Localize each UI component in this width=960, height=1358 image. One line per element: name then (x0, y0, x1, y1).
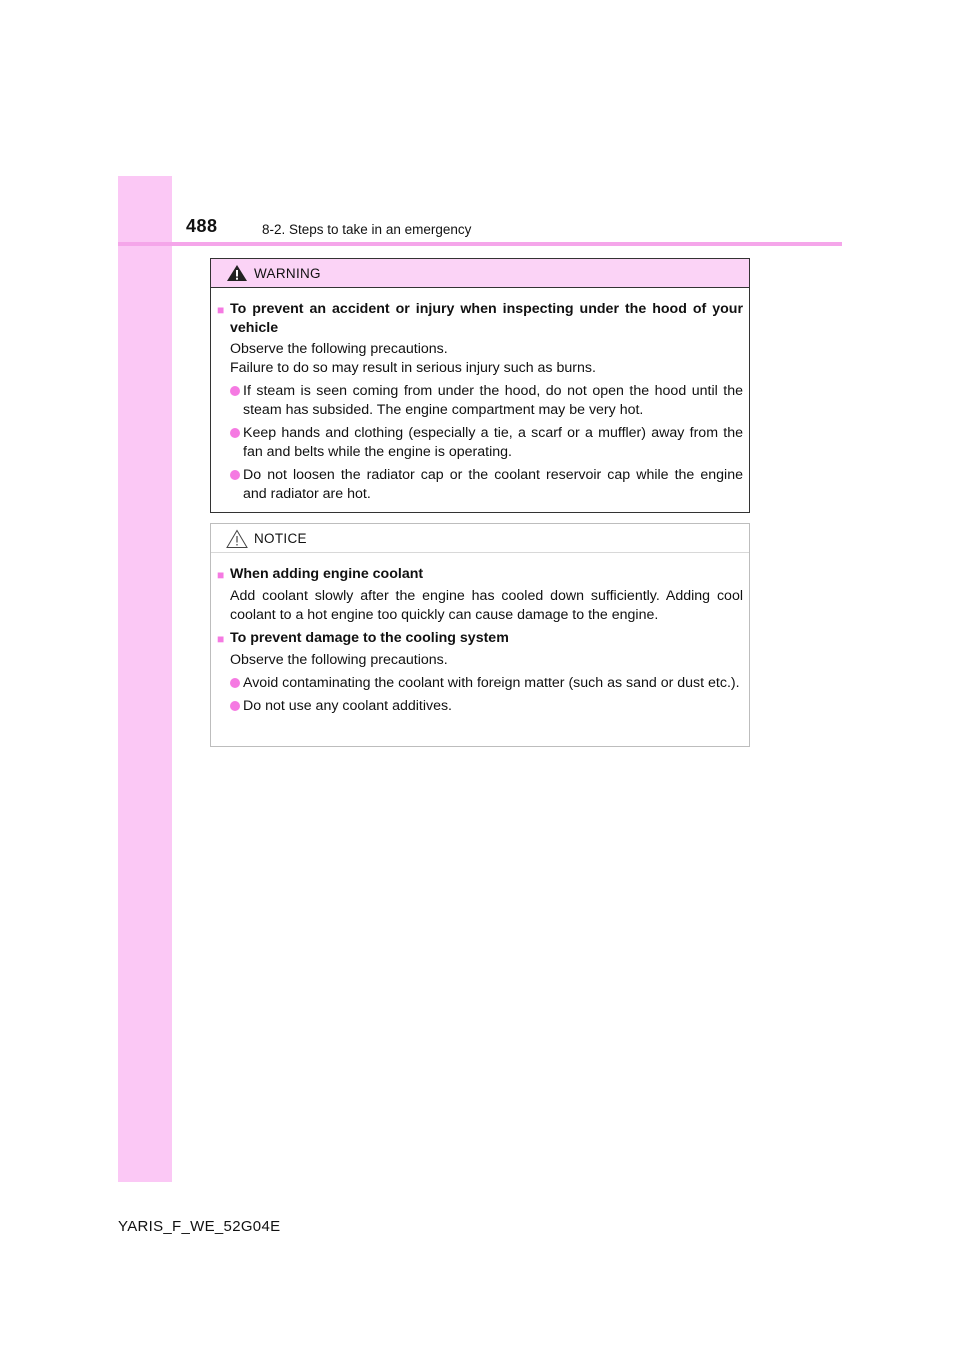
list-item: Do not loosen the radiator cap or the coolant reservoir cap while the engine and radiator are hot. (217, 466, 743, 504)
notice-body (211, 553, 749, 716)
warning-label: WARNING (254, 266, 321, 281)
circle-bullet-icon (230, 428, 240, 438)
circle-bullet-icon (230, 678, 240, 688)
caution-triangle-icon (226, 529, 248, 549)
warning-triangle-icon (226, 264, 248, 282)
list-item: If steam is seen coming from under the hood, do not open the hood until the steam has subsided. The engine compartment may be very hot. (217, 382, 743, 420)
warning-intro-line-2: Failure to do so may result in serious injury such as burns. (230, 360, 596, 376)
notice-header (211, 524, 749, 553)
square-bullet-icon: ■ (217, 303, 225, 317)
notice-box (210, 523, 750, 747)
list-item: Avoid contaminating the coolant with foreign matter (such as sand or dust etc.). (217, 674, 743, 693)
warning-heading: ■ To prevent an accident or injury when inspecting under the hood of your vehicle (217, 301, 743, 336)
circle-bullet-icon (230, 386, 240, 396)
square-bullet-icon: ■ (217, 568, 225, 582)
warning-body (211, 288, 749, 504)
document-code: YARIS_F_WE_52G04E (118, 1218, 281, 1235)
warning-header (211, 259, 749, 288)
notice-cooling-intro: Observe the following precautions. (230, 652, 448, 668)
list-item: Keep hands and clothing (especially a tie, a scarf or a muffler) away from the fan and belts while the engine is operating. (217, 424, 743, 462)
list-item: Do not use any coolant additives. (217, 697, 743, 716)
page-number: 488 (186, 216, 218, 236)
notice-coolant-text: Add coolant slowly after the engine has cooled down sufficiently. Adding cool coolant to a hot engine too quickly can cause damage to the engine. (230, 588, 743, 623)
section-title: 8-2. Steps to take in an emergency (262, 222, 472, 237)
warning-intro-line-1: Observe the following precautions. (230, 341, 448, 357)
chapter-side-band (118, 176, 172, 1182)
notice-label: NOTICE (254, 531, 307, 546)
notice-heading-coolant: ■ When adding engine coolant (217, 565, 743, 585)
warning-box (210, 258, 750, 513)
circle-bullet-icon (230, 470, 240, 480)
header-rule (118, 242, 842, 246)
notice-heading-cooling-system: ■ To prevent damage to the cooling system (217, 629, 743, 649)
circle-bullet-icon (230, 701, 240, 711)
square-bullet-icon: ■ (217, 632, 225, 646)
